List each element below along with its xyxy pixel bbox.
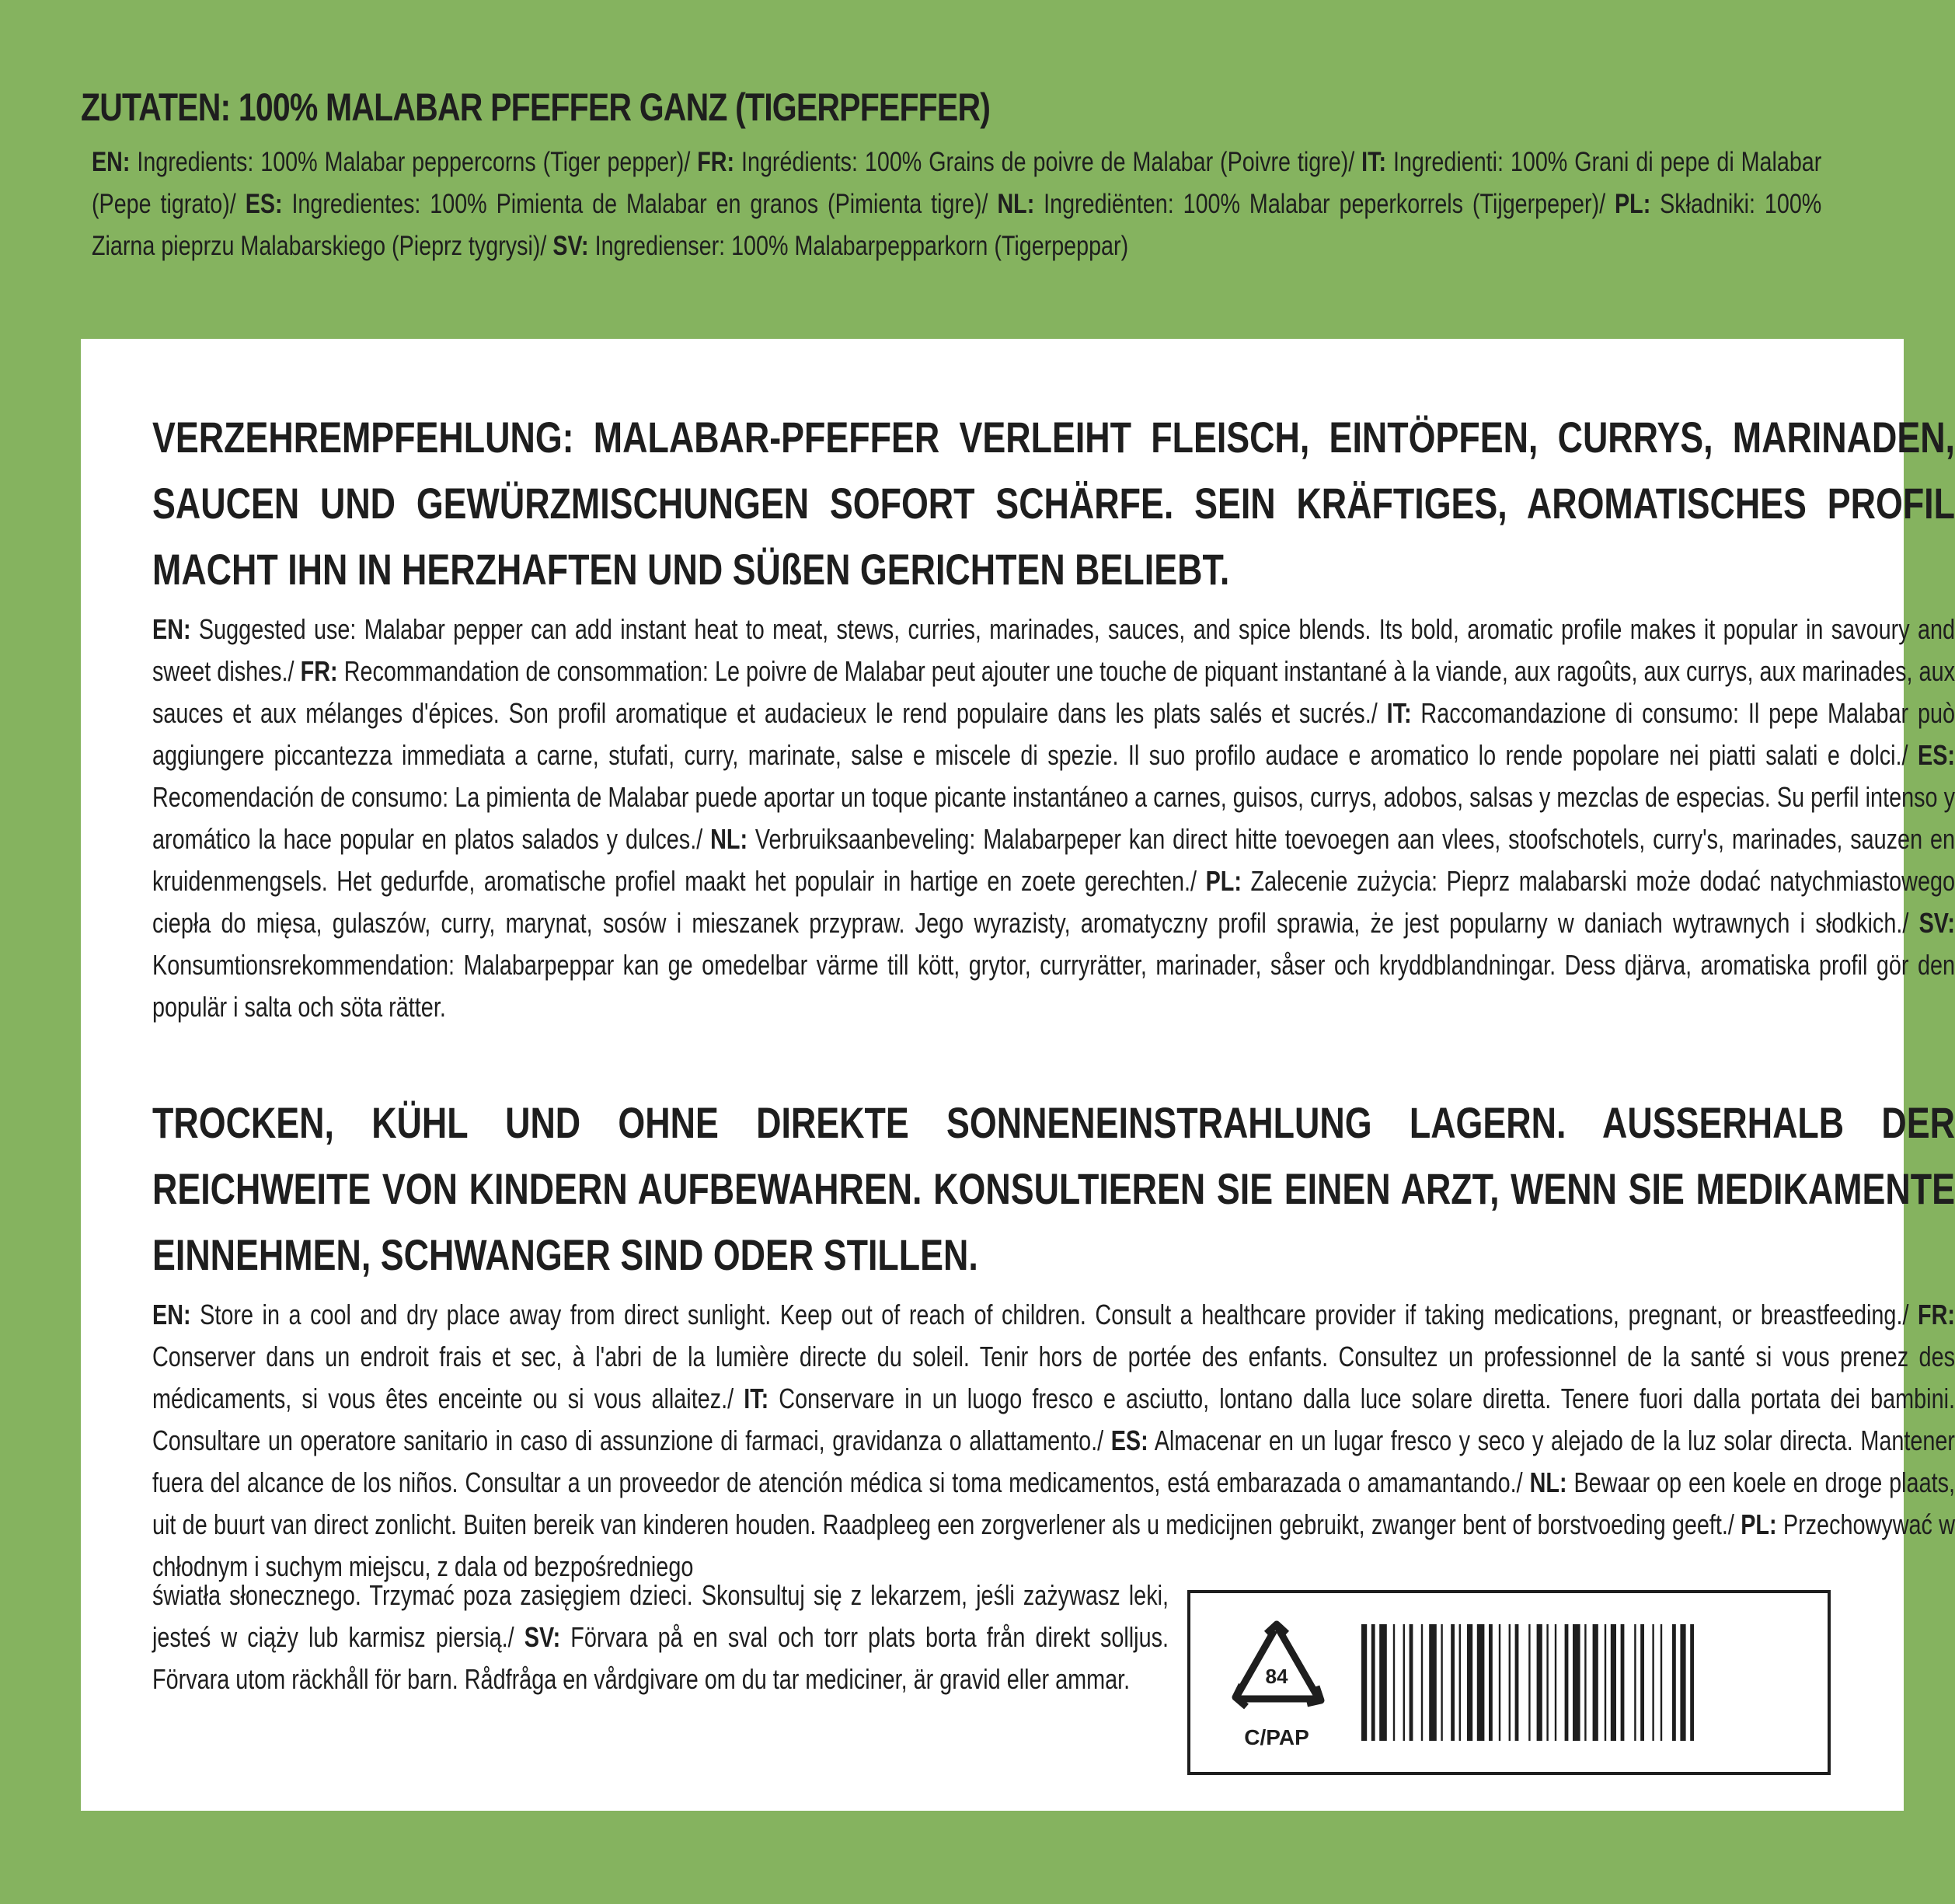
lang-code: PL:	[1741, 1508, 1777, 1540]
lang-code: EN:	[92, 147, 131, 177]
translation-text: Ingrédients: 100% Grains de poivre de Malabar (Poivre tigre)/	[734, 147, 1362, 177]
barcode	[1361, 1624, 1812, 1741]
ingredients-translations	[92, 141, 1821, 267]
barcode-bar	[1605, 1624, 1606, 1741]
translation-text: Verbruiksaanbeveling: Malabarpeper kan direct hitte toevoegen aan vlees, stoofschotels, curry's, marinades, sauzen en kruidenmengsels. Het gedurfde, aromatische profiel maakt het populair in hartige en zoete gerechten./	[152, 823, 1955, 897]
recycle-number: 84	[1265, 1665, 1288, 1688]
lang-code: SV:	[524, 1621, 561, 1653]
lang-code: IT:	[1386, 697, 1412, 729]
translation-text: Recomendación de consumo: La pimienta de Malabar puede aportar un toque picante instantáneo a carnes, guisos, currys, adobos, salsas y mezclas de especias. Su perfil intenso y aromático la hace popular en platos salados y dulces./	[152, 781, 1955, 855]
barcode-bar	[1421, 1624, 1423, 1741]
lang-code: PL:	[1615, 189, 1651, 219]
barcode-bar	[1379, 1624, 1387, 1741]
translation-text: Conserver dans un endroit frais et sec, à l'abri de la lumière directe du soleil. Tenir hors de portée des enfants. Consultez un professionnel de la santé si vous prenez des médicaments, si vous êtes enceinte ou si vous allaitez./	[152, 1341, 1955, 1414]
barcode-bar	[1634, 1624, 1636, 1741]
translation-text: Składniki: 100% Ziarna pieprzu Malabarskiego (Pieprz tygrysi)/	[92, 189, 1822, 261]
barcode-bar	[1361, 1624, 1367, 1741]
lang-code: IT:	[744, 1383, 769, 1414]
lang-code: FR:	[697, 147, 735, 177]
lang-code: NL:	[1529, 1466, 1567, 1498]
storage-section	[152, 1090, 1955, 1588]
translation-text: światła słonecznego. Trzymać poza zasięgiem dzieci. Skonsultuj się z lekarzem, jeśli zażywasz leki, jesteś w ciąży lub karmisz piersią./	[152, 1579, 1169, 1653]
lang-code: EN:	[152, 1299, 191, 1330]
translation-text: Store in a cool and dry place away from direct sunlight. Keep out of reach of children. Consult a healthcare provider if taking medications, pregnant, or breastfeeding./	[190, 1299, 1918, 1330]
barcode-bar	[1410, 1624, 1413, 1741]
barcode-bar	[1509, 1624, 1511, 1741]
barcode-bar	[1459, 1624, 1461, 1741]
lang-code: SV:	[552, 231, 589, 261]
barcode-bar	[1565, 1624, 1569, 1741]
translation-text: Ingredientes: 100% Pimienta de Malabar en granos (Pimienta tigre)/	[282, 189, 998, 219]
recycle-icon	[1218, 1616, 1335, 1752]
translation-text: Ingredienti: 100% Grani di pepe di Malabar (Pepe tigrato)/	[92, 147, 1822, 219]
barcode-bar	[1467, 1624, 1472, 1741]
barcode-bar	[1652, 1624, 1654, 1741]
lang-code: SV:	[1918, 907, 1955, 939]
translation-text: Suggested use: Malabar pepper can add instant heat to meat, stews, curries, marinades, sauces, and spice blends. Its bold, aromatic profile makes it popular in savoury and sweet dishes./	[152, 613, 1955, 687]
storage-heading: TROCKEN, KÜHL UND OHNE DIREKTE SONNENEINSTRAHLUNG LAGERN. AUSSERHALB DER REICHWEITE VON KINDERN AUFBEWAHREN. KONSULTIEREN SIE EINEN ARZT, WENN SIE MEDIKAMENTE EINNEHMEN, SCHWANGER SIND ODER STILLEN.	[152, 1098, 1955, 1279]
barcode-bar	[1611, 1624, 1616, 1741]
barcode-bar	[1573, 1624, 1580, 1741]
barcode-bar	[1546, 1624, 1548, 1741]
barcode-bar	[1621, 1624, 1625, 1741]
translation-text: Förvara på en sval och torr plats borta från direkt solljus. Förvara utom räckhåll för barn. Rådfråga en vårdgivare om du tar mediciner, är gravid eller ammar.	[152, 1621, 1169, 1695]
lang-code: NL:	[997, 189, 1035, 219]
barcode-bar	[1403, 1624, 1405, 1741]
barcode-bar	[1489, 1624, 1493, 1741]
barcode-bar	[1672, 1624, 1676, 1741]
ingredients-title: ZUTATEN: 100% MALABAR PFEFFER GANZ (TIGERPFEFFER)	[81, 85, 991, 129]
lang-code: FR:	[1918, 1299, 1955, 1330]
barcode-bar	[1393, 1624, 1395, 1741]
lang-code: ES:	[245, 189, 283, 219]
lang-code: ES:	[1110, 1425, 1148, 1456]
translation-text: Raccomandazione di consumo: Il pepe Malabar può aggiungere piccantezza immediata a carne, stufati, curry, marinate, salse e miscele di spezie. Il suo profilo audace e aromatico lo rende popolare nei piatti salati e dolci./	[152, 697, 1955, 771]
translation-text: Recommandation de consommation: Le poivre de Malabar peut ajouter une touche de piquant instantané à la viande, aux ragoûts, aux currys, aux marinades, aux sauces et aux mélanges d'épices. Son profil aromatique et audacieux le rend populaire dans les plats salés et sucrés./	[152, 655, 1955, 729]
barcode-bar	[1584, 1624, 1586, 1741]
lang-code: ES:	[1917, 739, 1955, 771]
ingredients-section	[81, 76, 1868, 267]
barcode-bar	[1429, 1624, 1437, 1741]
barcode-bar	[1371, 1624, 1375, 1741]
translation-text: Conservare in un luogo fresco e asciutto, lontano dalla luce solare diretta. Tenere fuori dalla portata dei bambini. Consultare un operatore sanitario in caso di assunzione di farmaci, gravidanza o allattamento./	[152, 1383, 1955, 1456]
lang-code: EN:	[152, 613, 191, 645]
translation-text: Konsumtionsrekommendation: Malabarpeppar kan ge omedelbar värme till kött, grytor, curryrätter, marinader, såser och kryddblandningar. Dess djärva, aromatiska profil gör den populär i salta och söta rätter.	[152, 949, 1955, 1023]
usage-translations	[152, 609, 1955, 1028]
translation-text: Ingrediënten: 100% Malabar peperkorrels (Tijgerpeper)/	[1034, 189, 1615, 219]
translation-text: Bewaar op een koele en droge plaats, uit de buurt van direct zonlicht. Buiten bereik van kinderen houden. Raadpleeg een zorgverlener als u medicijnen gebruikt, zwanger bent of borstvoeding geeft./	[152, 1466, 1955, 1540]
info-panel	[81, 339, 1955, 1811]
usage-heading: VERZEHREMPFEHLUNG: MALABAR-PFEFFER VERLEIHT FLEISCH, EINTÖPFEN, CURRYS, MARINADEN, SAUCEN UND GEWÜRZMISCHUNGEN SOFORT SCHÄRFE. SEIN KRÄFTIGES, AROMATISCHES PROFIL MACHT IHN IN HERZHAFTEN UND SÜßEN GERICHTEN BELIEBT.	[152, 413, 1955, 594]
translation-text: Przechowywać w chłodnym i suchym miejscu, z dala od bezpośredniego	[152, 1508, 1955, 1582]
barcode-box	[1187, 1590, 1831, 1775]
barcode-bar	[1477, 1624, 1485, 1741]
translation-text: Zalecenie zużycia: Pieprz malabarski może dodać natychmiastowego ciepła do mięsa, gulaszów, curry, marynat, sosów i mieszanek przypraw. Jego wyrazisty, aromatyczny profil sprawia, że jest popularny w daniach wytrawnych i słodkich./	[152, 865, 1955, 939]
barcode-bar	[1555, 1624, 1556, 1741]
barcode-bar	[1661, 1624, 1662, 1741]
barcode-bar	[1593, 1624, 1598, 1741]
barcode-bar	[1640, 1624, 1644, 1741]
barcode-bar	[1515, 1624, 1519, 1741]
barcode-bar	[1537, 1624, 1542, 1741]
recycle-code: C/PAP	[1244, 1725, 1309, 1749]
storage-tail-text	[152, 1574, 1169, 1700]
lang-code: IT:	[1361, 147, 1387, 177]
barcode-bar	[1690, 1624, 1694, 1741]
barcode-bar	[1441, 1624, 1442, 1741]
lang-code: FR:	[300, 655, 338, 687]
storage-translations	[152, 1294, 1955, 1588]
translation-text: Ingredients: 100% Malabar peppercorns (Tiger pepper)/	[130, 147, 698, 177]
translation-text: Ingredienser: 100% Malabarpepparkorn (Tigerpeppar)	[588, 231, 1129, 261]
usage-section	[152, 404, 1955, 1028]
barcode-bar	[1528, 1624, 1530, 1741]
translation-text: Almacenar en un lugar fresco y seco y alejado de la luz solar directa. Mantener fuera del alcance de los niños. Consultar a un proveedor de atención médica si toma medicamentos, está embarazada o amamantando./	[152, 1425, 1955, 1498]
barcode-bar	[1451, 1624, 1455, 1741]
barcode-bar	[1680, 1624, 1685, 1741]
barcode-bar	[1499, 1624, 1500, 1741]
lang-code: NL:	[710, 823, 748, 855]
lang-code: PL:	[1205, 865, 1242, 897]
